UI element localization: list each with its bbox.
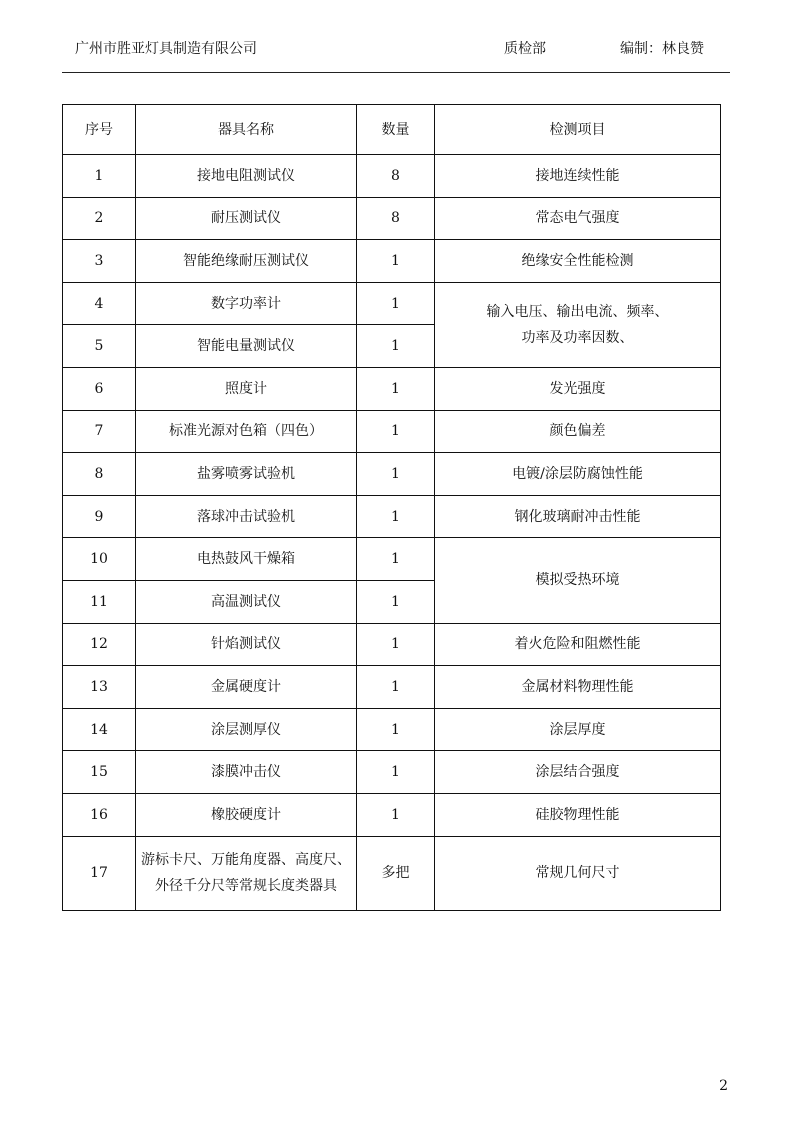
table-row bbox=[63, 453, 721, 496]
row-qty: 8 bbox=[357, 155, 435, 198]
company-name: 广州市胜亚灯具制造有限公司 bbox=[75, 41, 257, 57]
table-row bbox=[63, 197, 721, 240]
row-name: 智能电量测试仪 bbox=[136, 325, 357, 368]
row-no: 3 bbox=[63, 240, 136, 283]
row-no: 5 bbox=[63, 325, 136, 368]
row-qty: 1 bbox=[357, 240, 435, 283]
row-name: 高温测试仪 bbox=[136, 580, 357, 623]
table-row bbox=[63, 410, 721, 453]
row-item-line: 功率及功率因数、 bbox=[521, 329, 634, 346]
row-item: 着火危险和阻燃性能 bbox=[435, 623, 721, 666]
row-item: 硅胶物理性能 bbox=[435, 793, 721, 836]
row-name: 智能绝缘耐压测试仪 bbox=[136, 240, 357, 283]
row-qty: 1 bbox=[357, 367, 435, 410]
row-no: 8 bbox=[63, 453, 136, 496]
row-no: 11 bbox=[63, 580, 136, 623]
row-no: 6 bbox=[63, 367, 136, 410]
column-header-name: 器具名称 bbox=[136, 105, 357, 155]
row-name: 耐压测试仪 bbox=[136, 197, 357, 240]
row-qty: 1 bbox=[357, 708, 435, 751]
row-name: 盐雾喷雾试验机 bbox=[136, 453, 357, 496]
row-qty: 1 bbox=[357, 793, 435, 836]
row-no: 4 bbox=[63, 282, 136, 325]
row-item: 金属材料物理性能 bbox=[435, 666, 721, 709]
table-row bbox=[63, 538, 721, 581]
table-row bbox=[63, 793, 721, 836]
row-no: 14 bbox=[63, 708, 136, 751]
row-qty: 1 bbox=[357, 623, 435, 666]
row-no: 17 bbox=[63, 836, 136, 910]
row-item: 涂层厚度 bbox=[435, 708, 721, 751]
column-header-no: 序号 bbox=[63, 105, 136, 155]
row-name: 金属硬度计 bbox=[136, 666, 357, 709]
page-number: 2 bbox=[719, 1078, 728, 1094]
table-row bbox=[63, 836, 721, 910]
row-name: 电热鼓风干燥箱 bbox=[136, 538, 357, 581]
row-item: 发光强度 bbox=[435, 367, 721, 410]
row-item: 涂层结合强度 bbox=[435, 751, 721, 794]
row-no: 2 bbox=[63, 197, 136, 240]
row-name: 漆膜冲击仪 bbox=[136, 751, 357, 794]
row-item: 接地连续性能 bbox=[435, 155, 721, 198]
row-qty: 1 bbox=[357, 282, 435, 325]
editor-name: 编制：林良赞 bbox=[620, 41, 704, 57]
row-no: 13 bbox=[63, 666, 136, 709]
row-name: 数字功率计 bbox=[136, 282, 357, 325]
row-qty: 1 bbox=[357, 580, 435, 623]
row-item: 钢化玻璃耐冲击性能 bbox=[435, 495, 721, 538]
table-header-row bbox=[63, 105, 721, 155]
row-item: 常态电气强度 bbox=[435, 197, 721, 240]
row-name-multiline bbox=[136, 836, 357, 910]
row-name: 标准光源对色箱（四色） bbox=[136, 410, 357, 453]
column-header-qty: 数量 bbox=[357, 105, 435, 155]
row-no: 7 bbox=[63, 410, 136, 453]
department-name: 质检部 bbox=[504, 41, 546, 57]
table-row bbox=[63, 155, 721, 198]
row-item: 绝缘安全性能检测 bbox=[435, 240, 721, 283]
row-qty: 8 bbox=[357, 197, 435, 240]
table-row bbox=[63, 623, 721, 666]
table-row bbox=[63, 240, 721, 283]
table-row bbox=[63, 282, 721, 325]
row-qty: 1 bbox=[357, 751, 435, 794]
row-no: 15 bbox=[63, 751, 136, 794]
row-no: 1 bbox=[63, 155, 136, 198]
row-qty: 1 bbox=[357, 325, 435, 368]
row-name: 接地电阻测试仪 bbox=[136, 155, 357, 198]
row-item: 常规几何尺寸 bbox=[435, 836, 721, 910]
equipment-table bbox=[62, 104, 721, 911]
table-row bbox=[63, 666, 721, 709]
row-name: 落球冲击试验机 bbox=[136, 495, 357, 538]
row-no: 12 bbox=[63, 623, 136, 666]
row-qty: 1 bbox=[357, 453, 435, 496]
row-item: 颜色偏差 bbox=[435, 410, 721, 453]
row-item-merged: 模拟受热环境 bbox=[435, 538, 721, 623]
table-row bbox=[63, 708, 721, 751]
table-row bbox=[63, 495, 721, 538]
row-item-merged bbox=[435, 282, 721, 367]
row-qty: 1 bbox=[357, 538, 435, 581]
page-header bbox=[62, 28, 730, 73]
row-qty: 多把 bbox=[357, 836, 435, 910]
row-name: 照度计 bbox=[136, 367, 357, 410]
table-row bbox=[63, 751, 721, 794]
column-header-item: 检测项目 bbox=[435, 105, 721, 155]
row-name-line: 外径千分尺等常规长度类器具 bbox=[155, 878, 337, 894]
row-no: 16 bbox=[63, 793, 136, 836]
row-name: 橡胶硬度计 bbox=[136, 793, 357, 836]
row-no: 10 bbox=[63, 538, 136, 581]
table-row bbox=[63, 367, 721, 410]
row-item-line: 输入电压、输出电流、频率、 bbox=[486, 303, 669, 320]
row-qty: 1 bbox=[357, 495, 435, 538]
row-name: 针焰测试仪 bbox=[136, 623, 357, 666]
row-qty: 1 bbox=[357, 666, 435, 709]
row-item: 电镀/涂层防腐蚀性能 bbox=[435, 453, 721, 496]
row-name: 涂层测厚仪 bbox=[136, 708, 357, 751]
row-qty: 1 bbox=[357, 410, 435, 453]
row-no: 9 bbox=[63, 495, 136, 538]
row-name-line: 游标卡尺、万能角度器、高度尺、 bbox=[141, 852, 351, 868]
